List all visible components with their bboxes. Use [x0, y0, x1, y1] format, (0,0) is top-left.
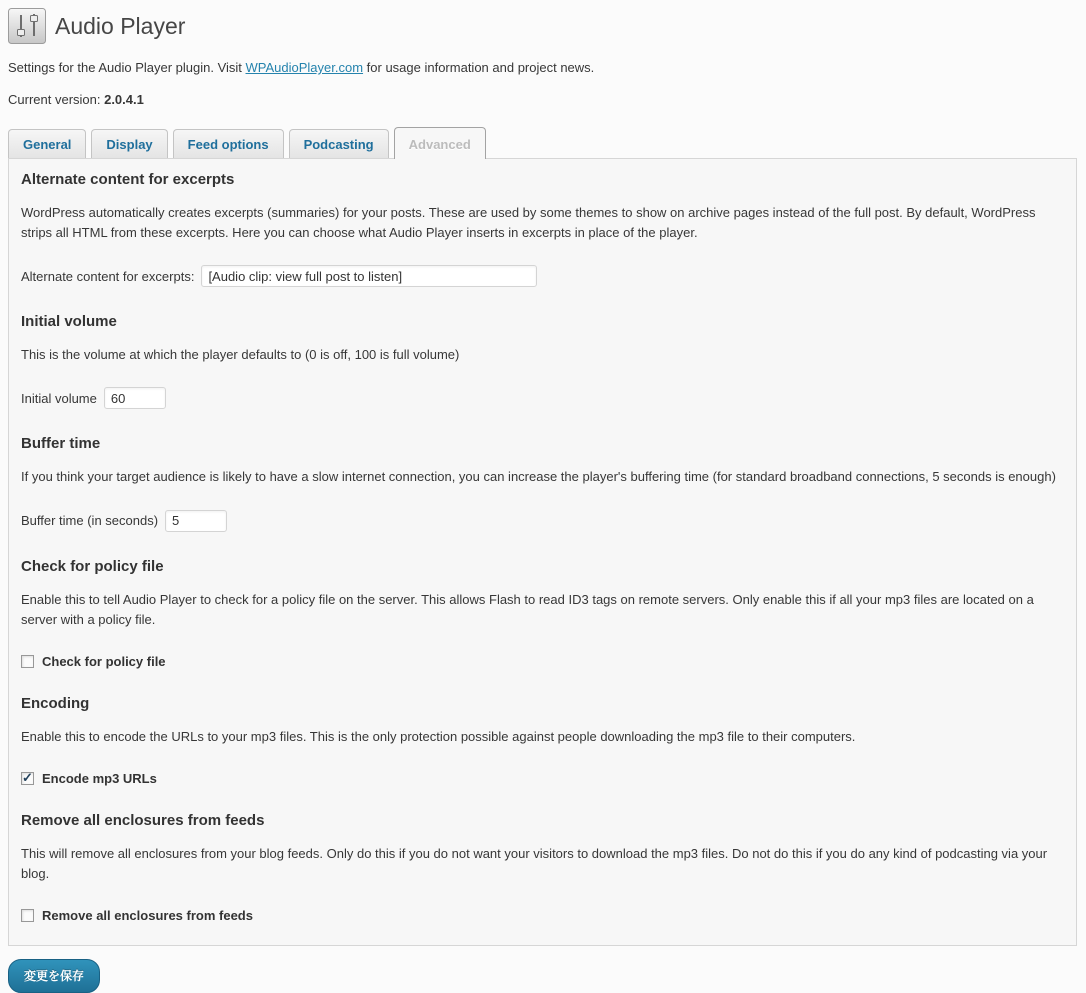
policy-file-checkbox[interactable]	[21, 655, 34, 668]
section-title: Buffer time	[21, 435, 101, 453]
encode-mp3-row	[21, 771, 1062, 786]
section-encoding	[21, 695, 1062, 786]
section-policy-file	[21, 558, 1062, 669]
tab-podcasting[interactable]: Podcasting	[289, 129, 389, 158]
initial-volume-input[interactable]	[104, 387, 166, 409]
section-alternate-content	[21, 171, 1062, 287]
wpaudioplayer-link[interactable]: WPAudioPlayer.com	[245, 60, 364, 75]
buffer-time-input[interactable]	[165, 510, 227, 532]
intro-before: Settings for the Audio Player plugin. Visit	[8, 60, 246, 75]
version-label: Current version:	[8, 92, 105, 107]
encode-mp3-checkbox[interactable]	[21, 772, 34, 785]
save-changes-button[interactable]: 変更を保存	[8, 959, 100, 993]
section-description: This is the volume at which the player defaults to (0 is off, 100 is full volume)	[21, 347, 460, 363]
section-buffer-time	[21, 435, 1062, 531]
buffer-time-label: Buffer time (in seconds)	[21, 513, 159, 529]
section-title: Check for policy file	[21, 557, 164, 575]
section-title: Remove all enclosures from feeds	[21, 811, 265, 829]
version-value: 2.0.4.1	[104, 92, 144, 107]
page-header	[8, 8, 1077, 44]
alternate-content-row	[21, 265, 1062, 287]
section-description: Enable this to tell Audio Player to check for a policy file on the server. This allows Flash to read ID3 tags on remote servers. Only enable this if all your mp3 files are located on a server with a policy file.	[21, 591, 1034, 627]
alternate-content-input[interactable]	[201, 265, 537, 287]
intro-text	[8, 60, 1077, 75]
save-row	[8, 959, 1077, 993]
section-initial-volume	[21, 313, 1062, 409]
settings-tabs	[8, 127, 1077, 158]
alternate-content-label: Alternate content for excerpts:	[21, 268, 195, 284]
section-description: If you think your target audience is likely to have a slow internet connection, you can increase the player's buffering time (for standard broadband connections, 5 seconds is enough)	[21, 469, 1056, 485]
section-remove-enclosures	[21, 812, 1062, 923]
remove-enclosures-checkbox-label: Remove all enclosures from feeds	[42, 908, 253, 924]
tab-display[interactable]: Display	[91, 129, 167, 158]
policy-file-checkbox-label: Check for policy file	[42, 653, 166, 669]
audio-mixer-icon	[8, 8, 46, 44]
version-line	[8, 92, 1077, 107]
initial-volume-label: Initial volume	[21, 390, 97, 406]
remove-enclosures-row	[21, 908, 1062, 923]
encode-mp3-checkbox-label: Encode mp3 URLs	[42, 770, 157, 786]
tab-general[interactable]: General	[8, 129, 86, 158]
section-title: Encoding	[21, 694, 90, 712]
advanced-tab-panel	[8, 158, 1077, 946]
initial-volume-row	[21, 387, 1062, 409]
page-title: Audio Player	[55, 12, 186, 39]
buffer-time-row	[21, 510, 1062, 532]
tab-feed-options[interactable]: Feed options	[173, 129, 284, 158]
policy-file-row	[21, 654, 1062, 669]
section-description: This will remove all enclosures from your blog feeds. Only do this if you do not want your visitors to download the mp3 files. Do not do this if you do any kind of podcasting via your blog.	[21, 845, 1048, 882]
section-title: Alternate content for excerpts	[21, 171, 235, 188]
remove-enclosures-checkbox[interactable]	[21, 909, 34, 922]
section-description: Enable this to encode the URLs to your mp3 files. This is the only protection possible against people downloading the mp3 file to their computers.	[21, 728, 856, 744]
tab-advanced[interactable]: Advanced	[394, 127, 486, 159]
section-title: Initial volume	[21, 313, 117, 331]
intro-after: for usage information and project news.	[363, 60, 595, 75]
section-description: WordPress automatically creates excerpts (summaries) for your posts. These are used by some themes to show on archive pages instead of the full post. By default, WordPress strips all HTML from these excerpts. Here you can choose what Audio Player inserts in excerpts in place of the player.	[21, 205, 1036, 241]
